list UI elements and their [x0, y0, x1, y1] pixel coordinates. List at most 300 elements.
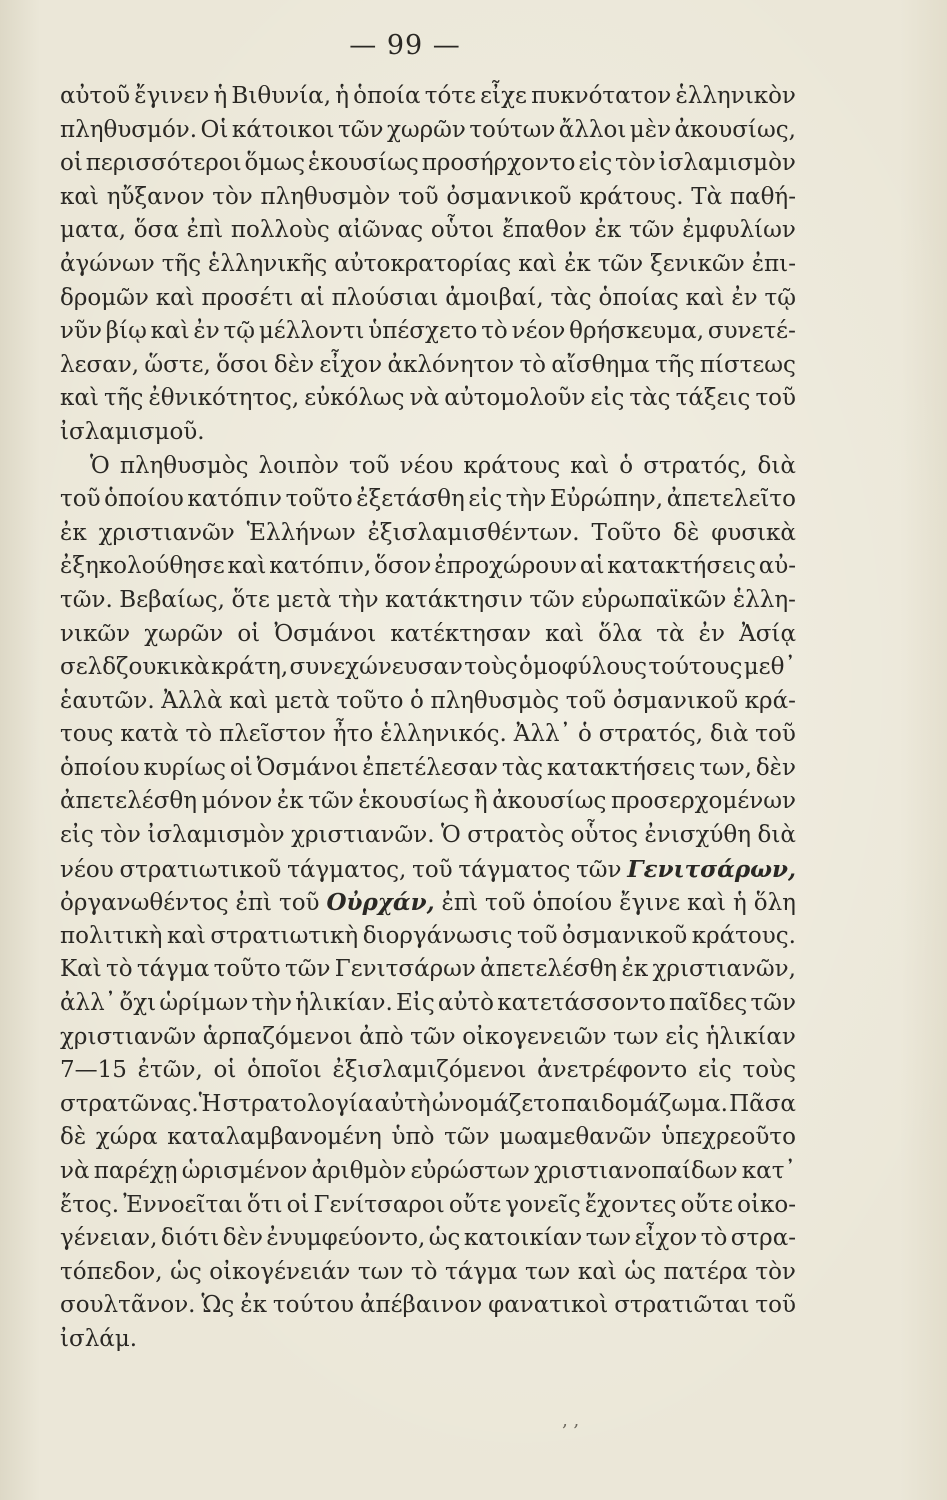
text-line — [60, 517, 796, 551]
word: ἑλλη- — [732, 586, 796, 613]
word: καὶ — [518, 250, 558, 277]
word: Γενίτσαροι — [313, 1191, 445, 1218]
word: ἑλληνικὸν — [675, 83, 796, 109]
word: ἑκουσίως — [358, 788, 470, 815]
word: ἐπὶ — [441, 890, 479, 917]
word: τῶν — [285, 956, 331, 983]
text-line — [60, 550, 796, 584]
word: αἴσθημα — [551, 351, 650, 378]
word: στρατιῶται — [614, 1292, 750, 1319]
word: καὶ — [60, 385, 99, 412]
word: τὴν — [251, 990, 293, 1017]
word: ὁ — [410, 687, 424, 714]
word: τους — [60, 721, 114, 748]
word: Βεβαίως, — [119, 586, 225, 613]
word: ἐκ — [276, 788, 304, 815]
word: τοῦ — [484, 890, 526, 917]
word: κατ᾽ — [741, 1158, 796, 1184]
word: τοῦτο — [213, 956, 281, 983]
word: τὰς — [629, 385, 671, 412]
word: Ὡς — [201, 1292, 235, 1319]
text-line — [60, 450, 796, 484]
word: διὰ — [757, 452, 796, 479]
word: ἐξισλαμισθέντων. — [367, 519, 580, 546]
word: ἐν — [698, 620, 725, 647]
ink-mark: ‚ , — [562, 1410, 580, 1431]
word: στρατιωτικοῦ — [119, 856, 282, 883]
word: τοῦ — [348, 452, 390, 479]
word: ὁποίου — [532, 890, 613, 917]
word: οἰκο- — [737, 1191, 796, 1218]
word: ὀσμανικοῦ — [612, 687, 739, 714]
word: πυκνότατον — [531, 83, 672, 109]
word: τὸ — [185, 721, 213, 748]
word: χριστιανῶν — [60, 1023, 197, 1050]
word: τῆς — [655, 351, 695, 378]
word: διότι — [160, 1225, 220, 1252]
text-line — [60, 1222, 796, 1256]
word: πατέρα — [663, 1258, 748, 1285]
word: τούτου — [272, 1292, 355, 1319]
word: Ἑλλήνων — [246, 519, 356, 546]
word: Οἱ — [200, 116, 229, 143]
word: οὔτε — [448, 1191, 502, 1218]
word: τὸ — [410, 1258, 438, 1285]
word: τὸ — [700, 1225, 728, 1252]
word: Καὶ — [60, 956, 102, 983]
word: κράτους. — [579, 183, 684, 210]
word: τοῦ — [755, 1292, 796, 1319]
word: ἀπετελέσθη — [480, 956, 618, 983]
word: ἐμφυλίων — [682, 217, 796, 244]
word: τῶν — [597, 250, 644, 277]
word: ἀπέβαινον — [359, 1292, 483, 1319]
word: ὅσον — [374, 553, 432, 580]
word: Ἀλλὰ — [161, 687, 223, 714]
text-line — [60, 1054, 796, 1088]
word: καταλαμβανομένη — [167, 1124, 382, 1151]
word: στρατιωτικὴ — [210, 922, 359, 949]
word: καὶ — [577, 1258, 617, 1285]
word: ὡρισμένον — [181, 1158, 308, 1184]
word: τοῦ — [755, 721, 796, 748]
word: πλούσιαι — [331, 284, 439, 311]
text-line — [60, 416, 796, 450]
text-line — [60, 1121, 796, 1155]
text-line — [60, 483, 796, 517]
word: τῆς — [161, 250, 202, 277]
word: ὅσα — [133, 217, 179, 244]
text-line — [60, 1189, 796, 1223]
word: ἐπι- — [751, 250, 796, 277]
word: ὁποίου — [60, 754, 140, 781]
word: οἱ — [286, 1191, 310, 1218]
word: κατέκτησαν — [390, 620, 531, 647]
word: αὐτοῦ — [60, 83, 131, 109]
word: ὅλη — [753, 890, 796, 917]
word: κατοικίαν — [463, 1225, 583, 1252]
word: ἔγινε — [619, 890, 681, 917]
word: ἡλικίαν — [705, 1023, 796, 1050]
word: τοῦ — [517, 922, 558, 949]
word: ὡρίμων — [159, 990, 249, 1017]
word: ματα, — [60, 217, 127, 244]
word: τὰς — [501, 754, 543, 781]
word: ἔπαθον — [502, 217, 587, 244]
word: ἡ — [335, 83, 349, 109]
word: τὴν — [505, 486, 547, 513]
word: τάγμα — [136, 956, 210, 983]
word: ἑκουσίως — [307, 150, 419, 177]
word: ὡς — [170, 1258, 202, 1285]
word: ἐκ — [594, 217, 622, 244]
word: χριστιανοπαίδων — [534, 1158, 738, 1184]
word: προσέτι — [201, 284, 294, 311]
word: πλεῖστον — [219, 721, 326, 748]
word: κατὰ — [120, 721, 179, 748]
word: ἀκλόνητον — [387, 351, 515, 378]
word: καὶ — [60, 183, 99, 210]
word: ἰσλάμ. — [60, 1325, 138, 1352]
word: τοῦ — [412, 856, 453, 883]
word: κράτη, — [210, 654, 289, 681]
word: ὠνομάζετο — [431, 1090, 560, 1117]
word: σελδζουκικὰ — [60, 654, 210, 681]
word: τότε — [424, 83, 476, 109]
word: διὰ — [709, 721, 749, 748]
word: προσερχομένων — [610, 788, 796, 815]
word: των — [585, 1225, 632, 1252]
word: χριστιανῶν, — [652, 956, 796, 983]
word: ὥστε, — [144, 351, 211, 378]
word: τῶν — [444, 1124, 490, 1151]
word: εἰς — [60, 822, 94, 849]
word: ἐνυμφεύοντο, — [266, 1225, 426, 1252]
text-line — [60, 114, 796, 148]
word: ὁ — [577, 721, 592, 748]
word: ἐτῶν, — [137, 1057, 203, 1084]
word: τῶν — [338, 116, 384, 143]
word: τῷ — [223, 318, 256, 345]
word: κυρίως — [143, 754, 227, 781]
word: καὶ — [150, 318, 190, 345]
word: χωρῶν — [386, 116, 466, 143]
word: χωρῶν — [144, 620, 224, 647]
word: ὑπεχρεοῦτο — [661, 1124, 796, 1151]
word: τούτους — [648, 654, 743, 681]
word: εἶχον — [319, 351, 383, 378]
word: ἑαυτῶν. — [60, 687, 155, 714]
word: αἰῶνας — [337, 217, 424, 244]
word: κατετάσσοντο — [497, 990, 666, 1017]
word: ἑλληνικός. — [380, 721, 507, 748]
text-line — [60, 248, 796, 282]
text-line — [60, 584, 796, 618]
word: τάγματος — [458, 856, 571, 883]
word: ὁμοφύλους — [519, 654, 648, 681]
word: μετὰ — [274, 687, 330, 714]
word: φυσικὰ — [711, 519, 796, 546]
word: στρα- — [730, 1225, 796, 1252]
word: ἄλλοι — [558, 116, 627, 143]
word: των, — [699, 754, 752, 781]
word: καὶ — [570, 452, 610, 479]
word: οἰκογένειάν — [209, 1258, 351, 1285]
word: ἑλληνικῆς — [208, 250, 328, 277]
text-line — [60, 819, 796, 853]
word: Ὁ — [90, 452, 110, 479]
word: κράτους — [463, 452, 561, 479]
word: Οὐρχάν, — [326, 889, 435, 917]
text-line — [60, 1289, 796, 1323]
word: ἐπετέλεσαν — [362, 754, 499, 781]
word: Ἐννοεῖται — [123, 1191, 243, 1218]
word: τῶν — [529, 586, 575, 613]
word: ἀνετρέφοντο — [537, 1057, 688, 1084]
word: οἰκογενειῶν — [462, 1023, 607, 1050]
word: ὀργανωθέντος — [60, 890, 229, 917]
word: ἐξισλαμιζόμενοι — [332, 1057, 527, 1084]
word: καὶ — [545, 620, 585, 647]
word: ἰσλαμισμὸν — [147, 822, 285, 849]
word: οἱ — [213, 1057, 237, 1084]
text-line — [60, 181, 796, 215]
word: καὶ — [166, 922, 206, 949]
text-line — [60, 718, 796, 752]
word: τάγματος, — [287, 856, 407, 883]
text-line — [60, 685, 796, 719]
word: ἐθνικότητος, — [148, 385, 300, 412]
word: Βιθυνία, — [231, 83, 332, 109]
text-line — [60, 80, 796, 114]
word: μωαμεθανῶν — [499, 1124, 652, 1151]
word: ἀπετελεῖτο — [666, 486, 796, 513]
word: νῦν — [60, 318, 102, 345]
word: οἱ — [229, 754, 253, 781]
word: ἦτο — [332, 721, 374, 748]
word: παρέχῃ — [93, 1158, 178, 1184]
word: Τὰ — [691, 183, 723, 210]
word: τῶν — [628, 217, 675, 244]
word: φανατικοὶ — [488, 1292, 609, 1319]
word: τῶν — [410, 1023, 456, 1050]
word: τὸ — [481, 318, 508, 345]
text-line — [60, 214, 796, 248]
word: κρά- — [744, 687, 796, 714]
text-line — [60, 618, 796, 652]
word: εἶχε — [480, 83, 527, 109]
word: δὲν — [273, 351, 315, 378]
word: Γενιτσάρων, — [627, 855, 796, 883]
word: τοῦ — [278, 890, 320, 917]
word: ἔτος. — [60, 1191, 120, 1218]
word: λεσαν, — [60, 351, 140, 378]
word: τὸ — [106, 956, 133, 983]
word: τοῦτο — [336, 687, 404, 714]
word: τοὺς — [464, 654, 518, 681]
word: ἀμοιβαί, — [445, 284, 544, 311]
text-line — [60, 987, 796, 1021]
word: δὲν — [755, 754, 796, 781]
word: ἐξετάσθη — [356, 486, 465, 513]
word: εὐρωπαϊκῶν — [581, 586, 727, 613]
word: οὗτοι — [430, 217, 495, 244]
text-line — [60, 147, 796, 181]
word: ἐκ — [60, 519, 87, 546]
word: ἐκ — [564, 250, 591, 277]
word: νικῶν — [60, 620, 131, 647]
word: διὰ — [757, 822, 796, 849]
word: τοῦ — [565, 687, 607, 714]
word: πολλοὺς — [230, 217, 330, 244]
word: σουλτᾶνον. — [60, 1292, 196, 1319]
word: χριστιανῶν. — [291, 822, 435, 849]
word: ἢ — [473, 788, 488, 815]
word: εἰς — [578, 150, 613, 177]
word: Ἀλλ᾽ — [513, 721, 572, 748]
word: οἱ — [60, 150, 83, 177]
word: κράτους. — [691, 922, 796, 949]
word: Ἀσίᾳ — [739, 620, 796, 647]
word: 7—15 — [60, 1057, 127, 1084]
word: νέου — [399, 452, 454, 479]
word: οὗτος — [570, 822, 638, 849]
word: διοργάνωσις — [362, 922, 513, 949]
word: ἐπροχώρουν — [434, 553, 578, 580]
word: τάγμα — [444, 1258, 518, 1285]
word: μετὰ — [276, 586, 332, 613]
word: ὑπέσχετο — [368, 318, 478, 345]
word: ἀκουσίως — [492, 788, 607, 815]
word: τῷ — [764, 284, 796, 311]
word: Ὀσμάνοι — [274, 620, 377, 647]
word: τῶν — [750, 990, 796, 1017]
word: ἐπὶ — [186, 217, 224, 244]
word: ἔχοντες — [584, 1191, 677, 1218]
word: εἰς — [468, 486, 503, 513]
word: τοὺς — [742, 1057, 796, 1084]
word: ἁρπαζόμενοι — [202, 1023, 353, 1050]
word: Ὁ — [441, 822, 461, 849]
word: καὶ — [685, 284, 725, 311]
word: ἰσλαμισμοῦ. — [60, 418, 205, 445]
word: ἔγινεν — [134, 83, 210, 109]
word: εἶχον — [634, 1225, 698, 1252]
word: ὅτι — [246, 1191, 283, 1218]
text-line — [60, 349, 796, 383]
word: ὀσμανικοῦ — [446, 183, 572, 210]
word: ἐνισχύθη — [644, 822, 752, 849]
word: περισσότεροι — [85, 150, 242, 177]
word: ὅσοι — [216, 351, 269, 378]
word: Εἰς — [396, 990, 435, 1017]
word: τοῦ — [755, 385, 796, 412]
word: προσήρχοντο — [421, 150, 576, 177]
word: τὸ — [519, 351, 547, 378]
word: ἀγώνων — [60, 250, 155, 277]
word: οὔτε — [680, 1191, 734, 1218]
word: καὶ — [687, 890, 727, 917]
word: Τοῦτο — [591, 519, 662, 546]
word: εὐρώστων — [410, 1158, 530, 1184]
word: γένειαν, — [60, 1225, 158, 1252]
word: γονεῖς — [505, 1191, 581, 1218]
word: ὁποίου — [104, 486, 184, 513]
word: τάξεις — [675, 385, 751, 412]
word: μέλλοντι — [258, 318, 365, 345]
word: μὲν — [629, 116, 672, 143]
page-number: — 99 — — [349, 30, 461, 61]
word: ξενικῶν — [650, 250, 745, 277]
word: νέου — [60, 856, 114, 883]
body-text — [60, 80, 796, 1357]
word: συνετέ- — [707, 318, 796, 345]
word: τοῦ — [60, 486, 101, 513]
word: ὅλα — [598, 620, 643, 647]
word: Πᾶσα — [729, 1090, 796, 1117]
word: ἀκουσίως, — [674, 116, 796, 143]
word: ἡ — [732, 890, 747, 917]
text-line — [60, 953, 796, 987]
word: λοιπὸν — [258, 452, 339, 479]
word: τὸν — [755, 1258, 796, 1285]
word: πληθυσμὸν — [260, 183, 391, 210]
word: νέον — [511, 318, 566, 345]
word: ὁποῖοι — [247, 1057, 322, 1084]
word: ἐκ — [240, 1292, 267, 1319]
text-line — [60, 1256, 796, 1290]
word: δὲν — [222, 1225, 263, 1252]
word: οἱ — [237, 620, 261, 647]
word: καὶ — [229, 687, 269, 714]
word: ὁποία — [353, 83, 421, 109]
word: στρατῶνας.Ἡ — [60, 1090, 222, 1117]
word: κατάκτησιν — [385, 586, 523, 613]
word: στρατολογία — [222, 1090, 374, 1117]
text-line — [60, 1088, 796, 1122]
word: ὑπὸ — [391, 1124, 435, 1151]
word: ἐκ — [621, 956, 649, 983]
word: Εὐρώπην, — [549, 486, 664, 513]
word: πληθυσμὸς — [119, 452, 249, 479]
word: δρομῶν — [60, 284, 149, 311]
word: παιδομάζωμα. — [561, 1090, 728, 1117]
word: αὐτὴ — [374, 1090, 431, 1117]
word: στρατὸς — [467, 822, 565, 849]
word: κατακτήσεις — [546, 754, 696, 781]
word: βίῳ — [105, 318, 147, 345]
word: ὡς — [428, 1225, 461, 1252]
word: τὰς — [550, 284, 592, 311]
word: ἀπετελέσθη — [60, 788, 198, 815]
word: των — [613, 1023, 659, 1050]
word: τόπεδον, — [60, 1258, 163, 1285]
word: ὅμως — [244, 150, 305, 177]
word: ἀπὸ — [359, 1023, 404, 1050]
word: δὲ — [673, 519, 700, 546]
word: κάτοικοι — [231, 116, 335, 143]
word: τὸν — [212, 183, 253, 210]
word: τῆς — [104, 385, 144, 412]
word: πληθυσμόν. — [60, 116, 198, 143]
word: αἱ — [300, 284, 325, 311]
word: πληθυσμὸς — [430, 687, 560, 714]
text-line — [60, 886, 796, 920]
word: πολιτικὴ — [60, 922, 163, 949]
word: μεθ᾽ — [743, 654, 796, 681]
word: ὄχι — [119, 990, 157, 1017]
word: τὸν — [100, 822, 141, 849]
